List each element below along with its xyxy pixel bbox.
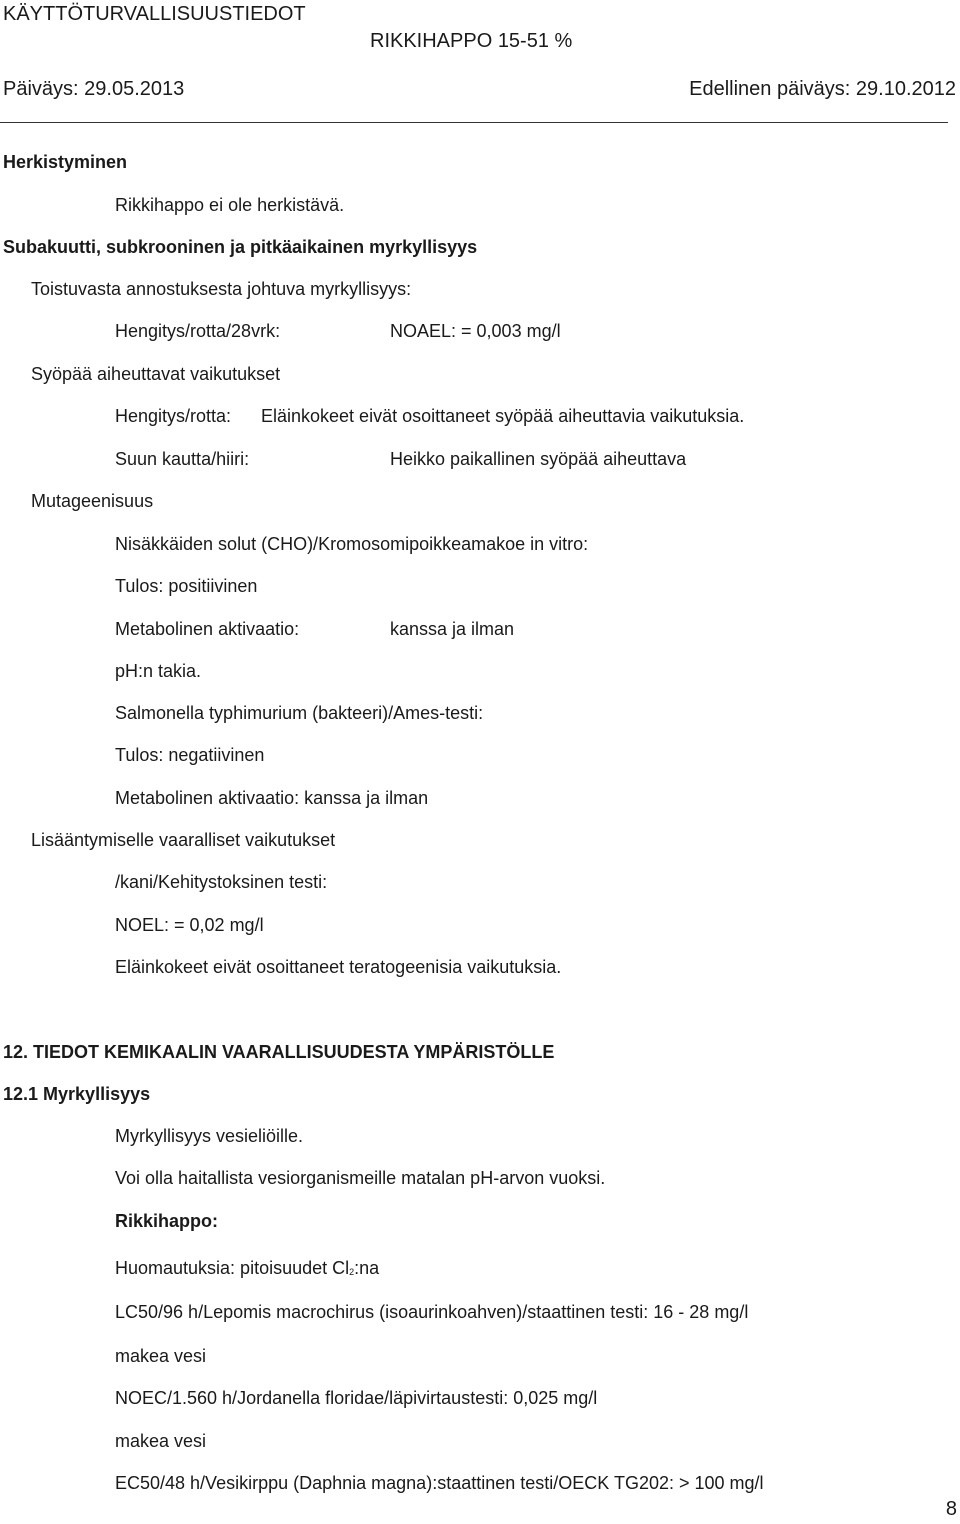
- repeat-dose-label: Toistuvasta annostuksesta johtuva myrkyllisyys:: [31, 279, 412, 299]
- concentration-note-prefix: Huomautuksia: pitoisuudet Cl: [115, 1258, 350, 1278]
- noec-value: NOEC/1.560 h/Jordanella floridae/läpivirtaustesti: 0,025 mg/l: [115, 1388, 598, 1408]
- page-number: 8: [945, 1498, 957, 1520]
- product-name: RIKKIHAPPO 15-51 %: [370, 30, 573, 52]
- ph-note: pH:n takia.: [115, 661, 202, 681]
- document-title: KÄYTTÖTURVALLISUUSTIEDOT: [3, 3, 306, 25]
- lc50-value: LC50/96 h/Lepomis macrochirus (isoaurinkoahven)/staattinen testi: 16 - 28 mg/l: [115, 1302, 749, 1322]
- carcinogenicity-route-1: Hengitys/rotta:: [115, 406, 232, 426]
- aquatic-toxicity: Myrkyllisyys vesieliöille.: [115, 1126, 304, 1146]
- subacute-heading: Subakuutti, subkrooninen ja pitkäaikainen myrkyllisyys: [3, 237, 478, 257]
- section-12-1-heading: 12.1 Myrkyllisyys: [3, 1084, 151, 1104]
- reproductive-heading: Lisääntymiselle vaaralliset vaikutukset: [31, 830, 336, 850]
- mutagenicity-result-1: Tulos: positiivinen: [115, 576, 258, 596]
- reproductive-noel: NOEL: = 0,02 mg/l: [115, 915, 264, 935]
- section-12-heading: 12. TIEDOT KEMIKAALIN VAARALLISUUDESTA YMPÄRISTÖLLE: [3, 1042, 555, 1062]
- metabolic-activation-value: kanssa ja ilman: [390, 619, 515, 639]
- mutagenicity-test-1: Nisäkkäiden solut (CHO)/Kromosomipoikkeamakoe in vitro:: [115, 534, 589, 554]
- ec50-value: EC50/48 h/Vesikirppu (Daphnia magna):staattinen testi/OECK TG202: > 100 mg/l: [115, 1473, 764, 1493]
- carcinogenicity-result-2: Heikko paikallinen syöpää aiheuttava: [390, 449, 687, 469]
- previous-revision-date: Edellinen päiväys: 29.10.2012: [689, 78, 956, 100]
- mutagenicity-result-2: Tulos: negatiivinen: [115, 745, 265, 765]
- revision-date: Päiväys: 29.05.2013: [3, 78, 185, 100]
- reproductive-result: Eläinkokeet eivät osoittaneet teratogeenisia vaikutuksia.: [115, 957, 562, 977]
- concentration-note-suffix: :na: [354, 1258, 380, 1278]
- substance-name: Rikkihappo:: [115, 1211, 219, 1231]
- repeat-dose-route: Hengitys/rotta/28vrk:: [115, 321, 281, 341]
- sensitization-text: Rikkihappo ei ole herkistävä.: [115, 195, 345, 215]
- carcinogenicity-result-1: Eläinkokeet eivät osoittaneet syöpää aiheuttavia vaikutuksia.: [261, 406, 745, 426]
- ph-effect-note: Voi olla haitallista vesiorganismeille matalan pH-arvon vuoksi.: [115, 1168, 606, 1188]
- mutagenicity-heading: Mutageenisuus: [31, 491, 154, 511]
- sensitization-heading: Herkistyminen: [3, 152, 128, 172]
- water-type-1: makea vesi: [115, 1346, 207, 1366]
- metabolic-activation-2: Metabolinen aktivaatio: kanssa ja ilman: [115, 788, 429, 808]
- mutagenicity-test-2: Salmonella typhimurium (bakteeri)/Ames-testi:: [115, 703, 484, 723]
- carcinogenicity-heading: Syöpää aiheuttavat vaikutukset: [31, 364, 281, 384]
- carcinogenicity-route-2: Suun kautta/hiiri:: [115, 449, 250, 469]
- reproductive-test: /kani/Kehitystoksinen testi:: [115, 872, 328, 892]
- metabolic-activation-label: Metabolinen aktivaatio:: [115, 619, 300, 639]
- repeat-dose-noael: NOAEL: = 0,003 mg/l: [390, 321, 561, 341]
- header-divider: [0, 122, 948, 123]
- water-type-2: makea vesi: [115, 1431, 207, 1451]
- concentration-note: [115, 1259, 379, 1277]
- concentration-note-subscript: 2: [349, 1267, 355, 1277]
